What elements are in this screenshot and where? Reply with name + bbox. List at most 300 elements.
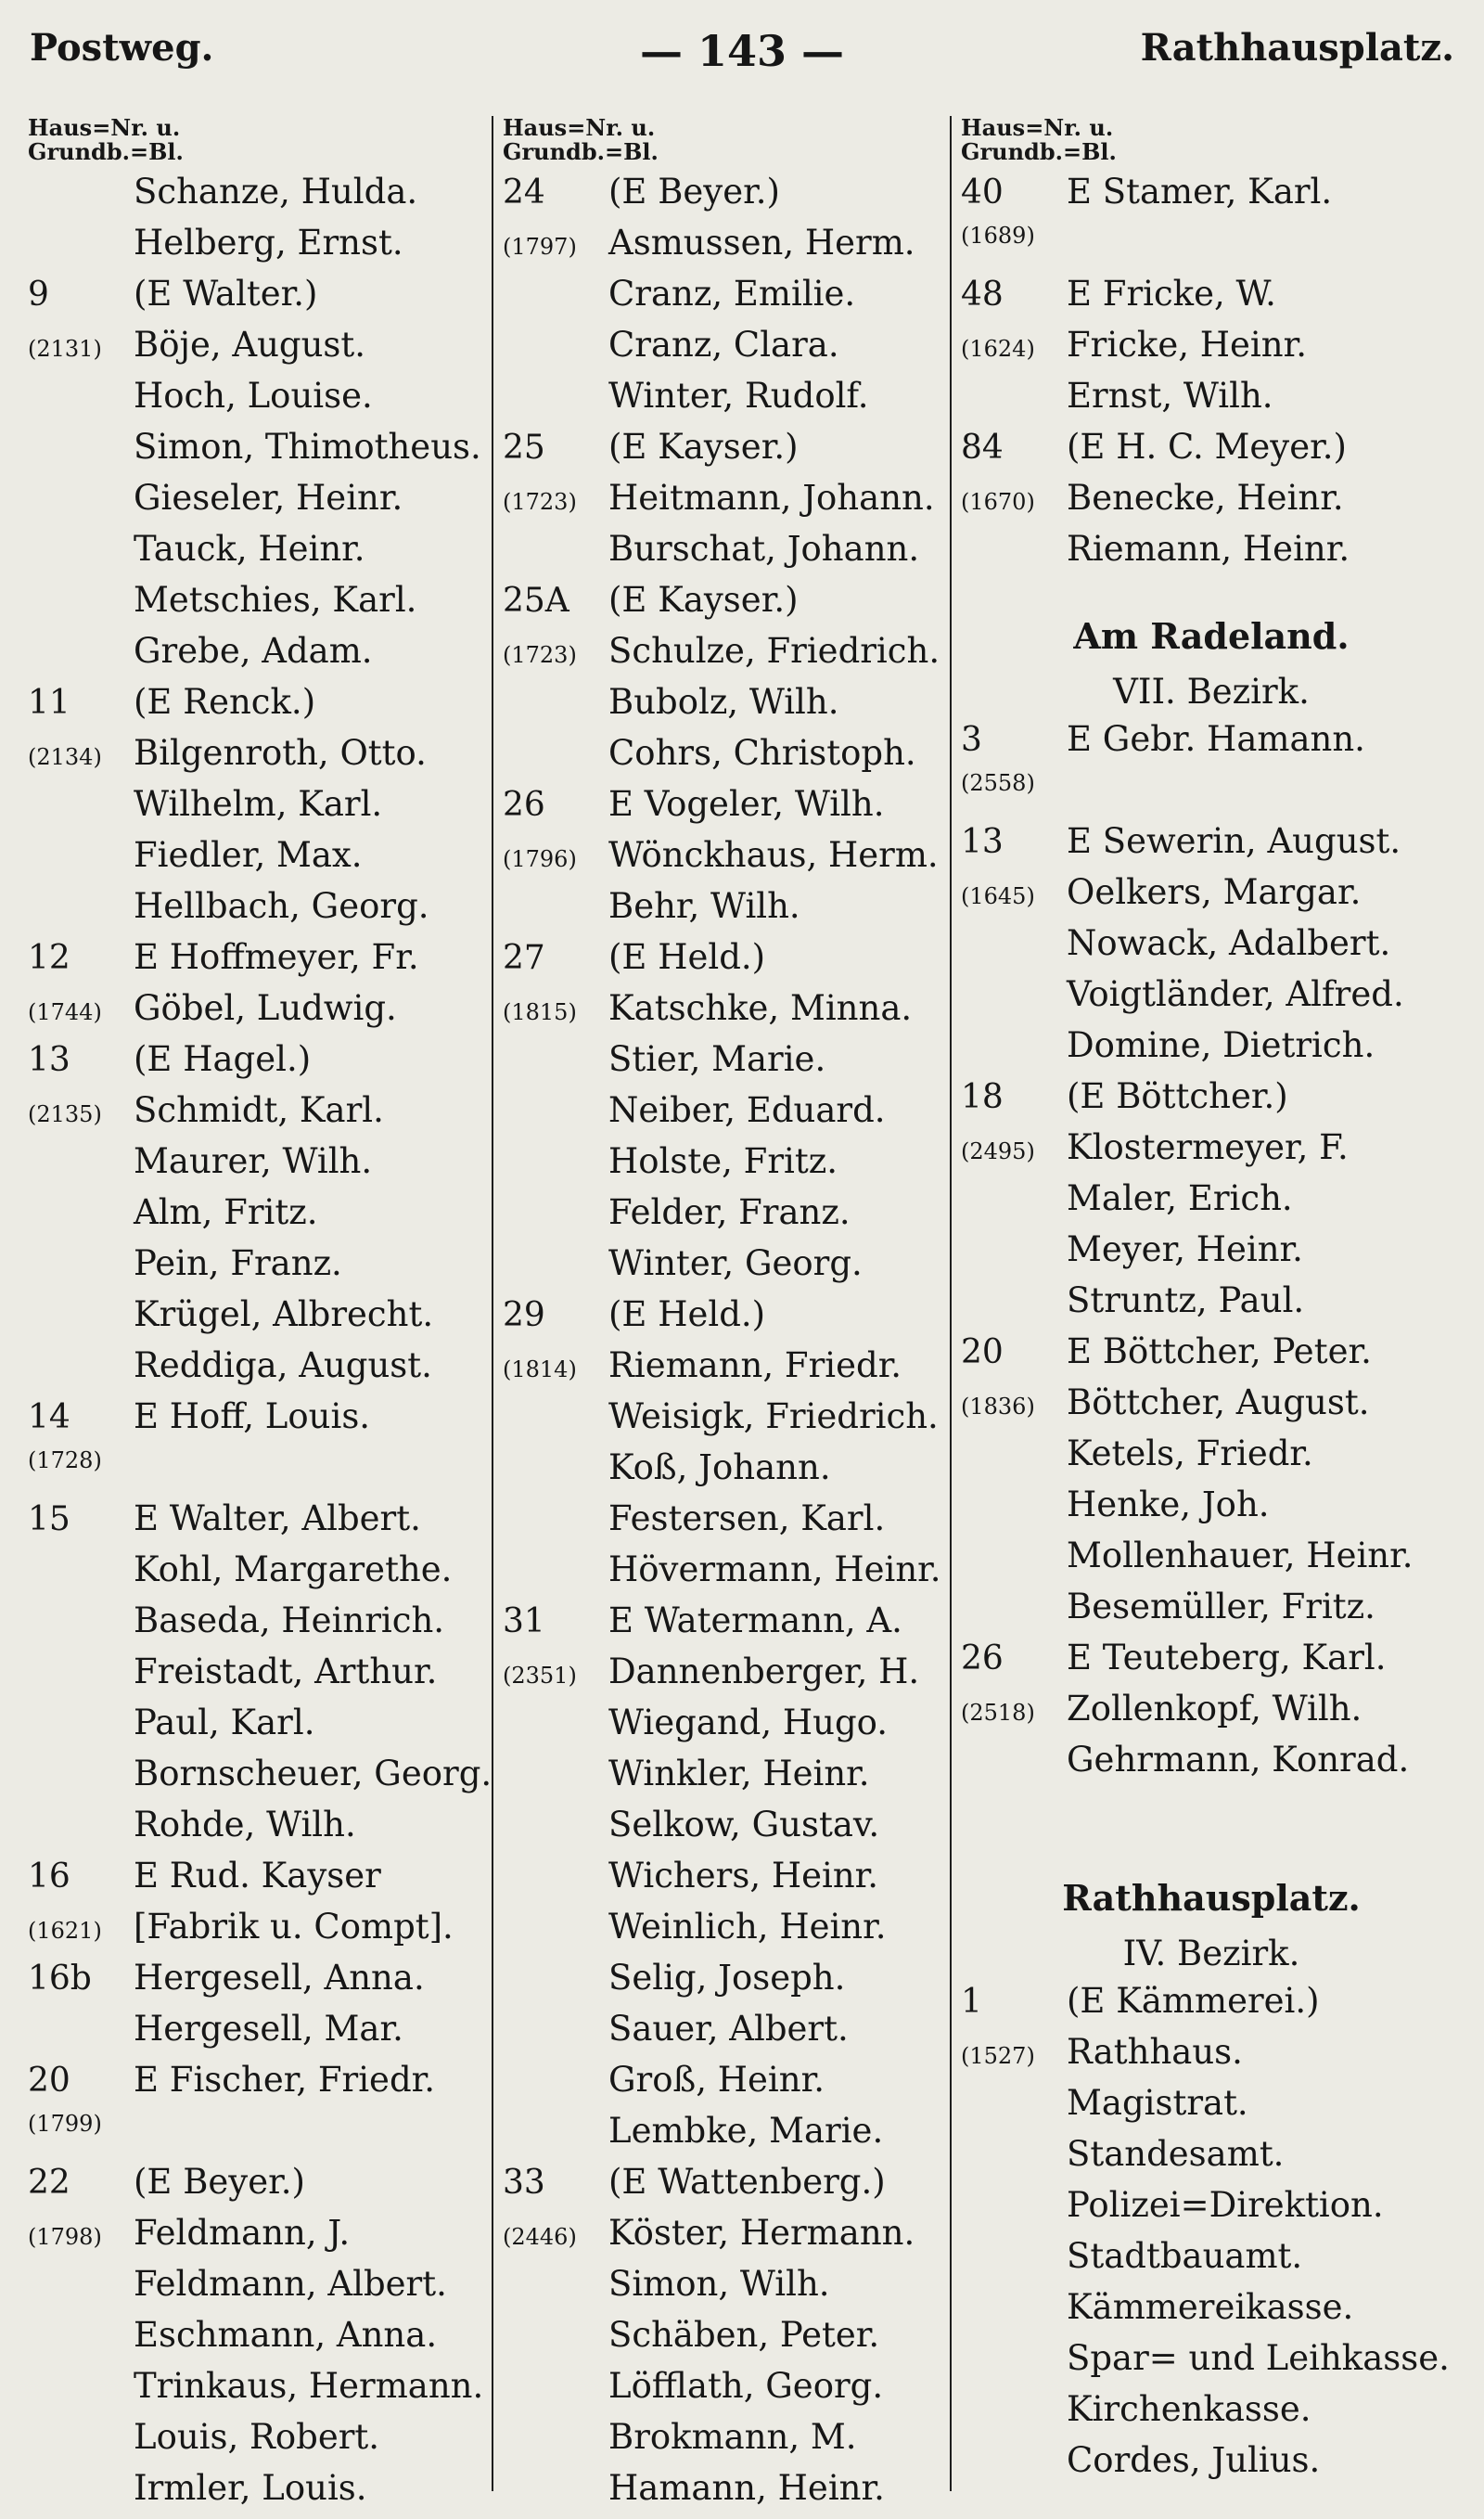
list-item	[503, 1703, 952, 1754]
resident-name: Hövermann, Heinr.	[608, 1549, 941, 1589]
resident-name: E Walter, Albert.	[134, 1498, 421, 1538]
grundbuch-number: (1815)	[503, 999, 577, 1025]
list-item	[961, 1981, 1462, 2032]
resident-name: Wönckhaus, Herm.	[608, 835, 939, 875]
list-item	[28, 1294, 482, 1345]
house-number: 14	[28, 1398, 70, 1436]
entry-list	[961, 1981, 1462, 2491]
list-item	[28, 1754, 493, 1805]
house-number: 11	[28, 684, 70, 722]
grundbuch-number: (1728)	[28, 1447, 102, 1473]
list-item	[503, 427, 952, 478]
list-item	[961, 923, 1462, 974]
list-item	[961, 821, 1462, 872]
list-item	[28, 1243, 482, 1294]
list-item	[961, 1127, 1462, 1178]
list-item	[28, 733, 482, 784]
resident-name: Köster, Hermann.	[608, 2213, 915, 2253]
resident-name: Fricke, Heinr.	[1067, 325, 1307, 365]
resident-name: (E Böttcher.)	[1067, 1076, 1288, 1116]
list-item	[503, 1498, 952, 1549]
resident-name: Zollenkopf, Wilh.	[1067, 1689, 1362, 1729]
list-item	[503, 682, 952, 733]
resident-name: (E Wattenberg.)	[608, 2162, 886, 2202]
list-item	[961, 172, 1462, 223]
list-item	[503, 1090, 952, 1141]
list-item	[28, 2213, 482, 2264]
resident-name: Maurer, Wilh.	[134, 1141, 373, 1181]
resident-name: Benecke, Heinr.	[1067, 478, 1344, 518]
house-number: 25A	[503, 582, 569, 620]
grundbuch-number: (1797)	[503, 234, 577, 260]
list-item	[28, 2315, 482, 2366]
resident-name: Groß, Heinr.	[608, 2060, 825, 2100]
resident-name: Dannenberger, H.	[608, 1651, 920, 1691]
list-item	[961, 2032, 1462, 2083]
list-item	[28, 682, 482, 733]
resident-name: Simon, Wilh.	[608, 2264, 830, 2304]
running-header-right: Rathhausplatz.	[1140, 26, 1454, 70]
resident-name: Standesamt.	[1067, 2134, 1285, 2174]
list-item	[28, 2468, 482, 2519]
list-item	[503, 325, 952, 376]
list-item	[503, 1192, 952, 1243]
list-item	[961, 719, 1462, 770]
resident-name: Böttcher, August.	[1067, 1382, 1370, 1422]
list-item	[28, 988, 482, 1039]
list-item	[503, 1651, 952, 1703]
list-item	[961, 2236, 1462, 2287]
list-item	[961, 1178, 1462, 1229]
house-number: 16	[28, 1857, 70, 1896]
resident-name: Sauer, Albert.	[608, 2009, 849, 2049]
grundbuch-number: (1527)	[961, 2043, 1035, 2069]
list-item	[503, 2264, 952, 2315]
list-item	[503, 784, 952, 835]
list-item	[961, 1689, 1462, 1740]
list-item	[503, 1345, 952, 1396]
resident-name: Kämmereikasse.	[1067, 2287, 1354, 2327]
column-header: Haus=Nr. u. Grundb.=Bl.	[28, 114, 184, 165]
house-number: 13	[28, 1041, 70, 1079]
house-number: 25	[503, 429, 545, 467]
house-number: 16b	[28, 1960, 92, 1998]
grundbuch-number: (2351)	[503, 1663, 577, 1689]
list-item	[961, 2185, 1462, 2236]
list-item	[28, 631, 482, 682]
section-title-rathhausplatz: Rathhausplatz.	[1062, 1877, 1361, 1919]
resident-name: Besemüller, Fritz.	[1067, 1587, 1375, 1626]
page-number: — 143 —	[639, 26, 845, 76]
house-number: 3	[961, 721, 982, 759]
resident-name: (E Hagel.)	[134, 1039, 312, 1079]
resident-name: (E Kämmerei.)	[1067, 1981, 1320, 2021]
list-item	[503, 2111, 952, 2162]
resident-name: Gieseler, Heinr.	[134, 478, 403, 518]
resident-name: Schulze, Friedrich.	[608, 631, 940, 671]
resident-name: Helberg, Ernst.	[134, 223, 403, 263]
list-item	[28, 1090, 482, 1141]
list-item	[28, 274, 482, 325]
grundbuch-number: (1621)	[28, 1918, 102, 1944]
list-item	[28, 937, 482, 988]
resident-name: Voigtländer, Alfred.	[1067, 974, 1404, 1014]
resident-name: E Sewerin, August.	[1067, 821, 1401, 861]
list-item	[28, 1192, 482, 1243]
house-number: 20	[28, 2062, 70, 2100]
grundbuch-number: (2134)	[28, 744, 102, 770]
resident-name: Stier, Marie.	[608, 1039, 826, 1079]
list-item	[961, 2389, 1462, 2440]
list-item	[961, 274, 1462, 325]
column-3	[950, 116, 1462, 2491]
list-item	[961, 1484, 1462, 1536]
resident-name: E Hoffmeyer, Fr.	[134, 937, 419, 977]
grundbuch-number: (1798)	[28, 2224, 102, 2250]
resident-name: Grebe, Adam.	[134, 631, 373, 671]
resident-name: Felder, Franz.	[608, 1192, 851, 1232]
list-item	[28, 427, 482, 478]
house-number: 1	[961, 1983, 982, 2021]
resident-name: Freistadt, Arthur.	[134, 1651, 438, 1691]
resident-name: Domine, Dietrich.	[1067, 1025, 1375, 1065]
resident-name: E Stamer, Karl.	[1067, 172, 1333, 212]
grundbuch-number: (1624)	[961, 336, 1035, 362]
resident-name: E Watermann, A.	[608, 1600, 902, 1640]
list-item	[28, 1345, 482, 1396]
resident-name: Hergesell, Anna.	[134, 1958, 425, 1998]
grundbuch-number: (2131)	[28, 336, 102, 362]
house-number: 18	[961, 1078, 1004, 1116]
resident-name: Bilgenroth, Otto.	[134, 733, 427, 773]
list-item	[28, 2009, 482, 2060]
list-item	[503, 223, 952, 274]
resident-name: Selkow, Gustav.	[608, 1805, 880, 1844]
list-item	[503, 1141, 952, 1192]
resident-name: Winkler, Heinr.	[608, 1754, 870, 1793]
house-number: 12	[28, 939, 70, 977]
resident-name: Trinkaus, Hermann.	[134, 2366, 484, 2406]
entry-list	[503, 172, 952, 2519]
list-item	[961, 478, 1462, 529]
resident-name: E Teuteberg, Karl.	[1067, 1638, 1387, 1677]
resident-name: (E Held.)	[608, 1294, 766, 1334]
list-item	[503, 1549, 952, 1600]
list-item	[28, 2366, 482, 2417]
list-item	[503, 2213, 952, 2264]
list-item	[961, 1280, 1462, 1331]
resident-name: Schanze, Hulda.	[134, 172, 418, 212]
grundbuch-number: (2558)	[961, 770, 1035, 796]
list-item	[961, 2083, 1462, 2134]
resident-name: Schmidt, Karl.	[134, 1090, 384, 1130]
list-item	[28, 2417, 482, 2468]
list-item	[503, 1447, 952, 1498]
resident-name: Krügel, Albrecht.	[134, 1294, 434, 1334]
resident-name: E Fischer, Friedr.	[134, 2060, 436, 2100]
list-item	[961, 1229, 1462, 1280]
list-item	[503, 580, 952, 631]
resident-name: Paul, Karl.	[134, 1703, 315, 1742]
resident-name: Selig, Joseph.	[608, 1958, 846, 1998]
list-item	[961, 2338, 1462, 2389]
list-item	[28, 1703, 482, 1754]
section-bezirk-rathhausplatz: IV. Bezirk.	[1122, 1934, 1300, 1973]
resident-name: Stadtbauamt.	[1067, 2236, 1303, 2276]
resident-name: Maler, Erich.	[1067, 1178, 1293, 1218]
resident-name: Struntz, Paul.	[1067, 1280, 1305, 1320]
house-number: 26	[961, 1639, 1004, 1677]
resident-name: Pein, Franz.	[134, 1243, 342, 1283]
resident-name: Ernst, Wilh.	[1067, 376, 1273, 416]
list-item	[503, 886, 952, 937]
resident-name: Bubolz, Wilh.	[608, 682, 839, 722]
resident-name: Spar= und Leihkasse.	[1067, 2338, 1450, 2378]
resident-name: Magistrat.	[1067, 2083, 1248, 2123]
list-item	[961, 1587, 1462, 1638]
grundbuch-number: (1670)	[961, 489, 1035, 515]
resident-name: Wiegand, Hugo.	[608, 1703, 889, 1742]
list-item	[503, 2417, 952, 2468]
resident-name: Neiber, Eduard.	[608, 1090, 886, 1130]
resident-name: (E Beyer.)	[134, 2162, 305, 2202]
grundbuch-number: (1744)	[28, 999, 102, 1025]
list-item	[503, 1856, 952, 1907]
list-item	[961, 770, 1462, 821]
list-item	[503, 2315, 952, 2366]
grundbuch-number: (1836)	[961, 1394, 1035, 1420]
list-item	[503, 478, 952, 529]
resident-name: Fiedler, Max.	[134, 835, 363, 875]
list-item	[28, 1498, 482, 1549]
list-item	[28, 2111, 482, 2162]
list-item	[961, 529, 1462, 580]
list-item	[503, 1600, 952, 1651]
column-header: Haus=Nr. u. Grundb.=Bl.	[503, 114, 659, 165]
list-item	[503, 1243, 952, 1294]
resident-name: Ketels, Friedr.	[1067, 1433, 1313, 1473]
resident-name: E Rud. Kayser	[134, 1856, 381, 1896]
resident-name: Cordes, Julius.	[1067, 2440, 1321, 2480]
list-item	[28, 1958, 482, 2009]
list-item	[503, 1396, 952, 1447]
house-number: 15	[28, 1500, 70, 1538]
list-item	[28, 784, 482, 835]
list-item	[28, 1600, 482, 1651]
resident-name: Henke, Joh.	[1067, 1484, 1270, 1524]
resident-name: (E H. C. Meyer.)	[1067, 427, 1347, 467]
list-item	[503, 2468, 952, 2519]
list-item	[503, 835, 952, 886]
resident-name: E Fricke, W.	[1067, 274, 1276, 314]
list-item	[28, 172, 482, 223]
house-number: 29	[503, 1296, 545, 1334]
resident-name: Alm, Fritz.	[134, 1192, 318, 1232]
entry-list	[961, 172, 1462, 580]
house-number: 9	[28, 276, 49, 314]
list-item	[503, 1294, 952, 1345]
list-item	[961, 1638, 1462, 1689]
house-number: 33	[503, 2164, 545, 2202]
entry-list	[961, 719, 1462, 1791]
resident-name: Hamann, Heinr.	[608, 2468, 885, 2508]
list-item	[28, 1907, 482, 1958]
list-item	[28, 1396, 482, 1447]
resident-name: Baseda, Heinrich.	[134, 1600, 445, 1640]
house-number: 84	[961, 429, 1004, 467]
list-item	[28, 580, 482, 631]
list-item	[28, 376, 482, 427]
resident-name: Oelkers, Margar.	[1067, 872, 1362, 912]
list-item	[503, 1907, 952, 1958]
resident-name: Lembke, Marie.	[608, 2111, 884, 2151]
section-bezirk-radeland: VII. Bezirk.	[1113, 672, 1310, 712]
resident-name: Hoch, Louise.	[134, 376, 373, 416]
list-item	[28, 886, 482, 937]
list-item	[961, 427, 1462, 478]
list-item	[961, 1536, 1462, 1587]
resident-name: Weisigk, Friedrich.	[608, 1396, 939, 1436]
resident-name: (E Held.)	[608, 937, 766, 977]
resident-name: Cranz, Clara.	[608, 325, 839, 365]
resident-name: Feldmann, Albert.	[134, 2264, 447, 2304]
resident-name: Winter, Rudolf.	[608, 376, 869, 416]
list-item	[28, 478, 482, 529]
resident-name: Kirchenkasse.	[1067, 2389, 1311, 2429]
column-1	[28, 114, 493, 2519]
resident-name: Riemann, Friedr.	[608, 1345, 902, 1385]
list-item	[503, 376, 952, 427]
list-item	[961, 1433, 1462, 1484]
resident-name: (E Beyer.)	[608, 172, 780, 212]
list-item	[961, 2134, 1462, 2185]
list-item	[28, 2060, 482, 2111]
resident-name: Böje, August.	[134, 325, 366, 365]
list-item	[503, 2162, 952, 2213]
resident-name: Cranz, Emilie.	[608, 274, 856, 314]
resident-name: (E Walter.)	[134, 274, 318, 314]
resident-name: Festersen, Karl.	[608, 1498, 886, 1538]
resident-name: E Gebr. Hamann.	[1067, 719, 1365, 759]
list-item	[503, 529, 952, 580]
list-item	[961, 376, 1462, 427]
list-item	[28, 1805, 482, 1856]
list-item	[961, 872, 1462, 923]
house-number: 27	[503, 939, 545, 977]
resident-name: Burschat, Johann.	[608, 529, 920, 569]
list-item	[503, 1754, 952, 1805]
resident-name: E Vogeler, Wilh.	[608, 784, 885, 824]
entry-list	[28, 172, 493, 2519]
list-item	[961, 1382, 1462, 1433]
grundbuch-number: (2446)	[503, 2224, 577, 2250]
list-item	[503, 988, 952, 1039]
resident-name: Metschies, Karl.	[134, 580, 417, 620]
resident-name: Wilhelm, Karl.	[134, 784, 383, 824]
resident-name: Rohde, Wilh.	[134, 1805, 356, 1844]
resident-name: Mollenhauer, Heinr.	[1067, 1536, 1414, 1575]
resident-name: Brokmann, M.	[608, 2417, 857, 2457]
house-number: 40	[961, 174, 1004, 212]
resident-name: Göbel, Ludwig.	[134, 988, 397, 1028]
list-item	[961, 974, 1462, 1025]
resident-name: E Böttcher, Peter.	[1067, 1331, 1372, 1371]
list-item	[503, 937, 952, 988]
list-item	[503, 274, 952, 325]
grundbuch-number: (1796)	[503, 846, 577, 872]
resident-name: Koß, Johann.	[608, 1447, 831, 1487]
list-item	[28, 1447, 482, 1498]
list-item	[961, 325, 1462, 376]
resident-name: Reddiga, August.	[134, 1345, 432, 1385]
grundbuch-number: (1645)	[961, 883, 1035, 909]
resident-name: Riemann, Heinr.	[1067, 529, 1350, 569]
section-title-radeland: Am Radeland.	[1073, 615, 1350, 657]
resident-name: Meyer, Heinr.	[1067, 1229, 1303, 1269]
grundbuch-number: (2135)	[28, 1101, 102, 1127]
resident-name: Gehrmann, Konrad.	[1067, 1740, 1410, 1780]
resident-name: Tauck, Heinr.	[134, 529, 365, 569]
resident-name: Heitmann, Johann.	[608, 478, 935, 518]
grundbuch-number: (1814)	[503, 1356, 577, 1382]
list-item	[961, 1740, 1462, 1791]
grundbuch-number: (1689)	[961, 223, 1035, 249]
resident-name: Katschke, Minna.	[608, 988, 913, 1028]
resident-name: Simon, Thimotheus.	[134, 427, 481, 467]
resident-name: Weinlich, Heinr.	[608, 1907, 887, 1947]
grundbuch-number: (2518)	[961, 1700, 1035, 1726]
list-item	[503, 1958, 952, 2009]
list-item	[28, 1141, 482, 1192]
list-item	[28, 1039, 482, 1090]
list-item	[503, 2060, 952, 2111]
resident-name: Löfflath, Georg.	[608, 2366, 884, 2406]
list-item	[503, 1039, 952, 1090]
list-item	[503, 631, 952, 682]
resident-name: Feldmann, J.	[134, 2213, 351, 2253]
list-item	[28, 1856, 482, 1907]
list-item	[28, 2162, 482, 2213]
resident-name: Asmussen, Herm.	[608, 223, 915, 263]
grundbuch-number: (2495)	[961, 1138, 1035, 1164]
house-number: 26	[503, 786, 545, 824]
resident-name: (E Kayser.)	[608, 580, 799, 620]
house-number: 13	[961, 823, 1004, 861]
running-header-left: Postweg.	[30, 26, 214, 70]
list-item	[961, 2287, 1462, 2338]
house-number: 31	[503, 1602, 545, 1640]
resident-name: Winter, Georg.	[608, 1243, 863, 1283]
resident-name: Eschmann, Anna.	[134, 2315, 438, 2355]
house-number: 48	[961, 276, 1004, 314]
list-item	[28, 529, 482, 580]
list-item	[961, 2440, 1462, 2491]
resident-name: Holste, Fritz.	[608, 1141, 838, 1181]
resident-name: Irmler, Louis.	[134, 2468, 367, 2508]
list-item	[503, 2009, 952, 2060]
house-number: 24	[503, 174, 545, 212]
resident-name: (E Renck.)	[134, 682, 316, 722]
list-item	[28, 2264, 482, 2315]
column-header: Haus=Nr. u. Grundb.=Bl.	[961, 114, 1117, 165]
list-item	[503, 1805, 952, 1856]
resident-name: (E Kayser.)	[608, 427, 799, 467]
list-item	[961, 1025, 1462, 1076]
resident-name: Klostermeyer, F.	[1067, 1127, 1349, 1167]
column-2	[492, 114, 952, 2508]
resident-name: Louis, Robert.	[134, 2417, 380, 2457]
resident-name: Wichers, Heinr.	[608, 1856, 879, 1896]
